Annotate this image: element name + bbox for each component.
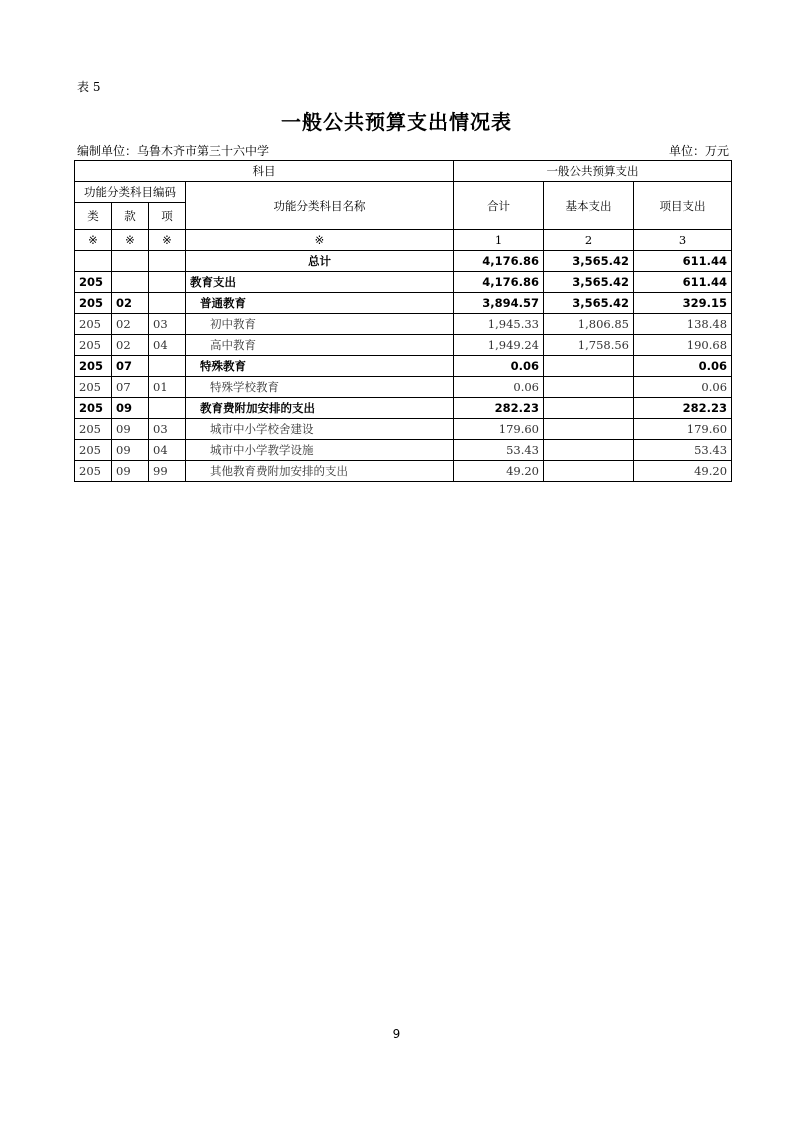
cell-total: 49.20 (454, 461, 544, 482)
cell-name: 教育费附加安排的支出 (186, 398, 454, 419)
cell-kuan (112, 272, 149, 293)
table-label: 表 5 (77, 80, 101, 94)
cell-name: 总计 (186, 251, 454, 272)
cell-total: 4,176.86 (454, 251, 544, 272)
cell-name: 特殊教育 (186, 356, 454, 377)
col-index-3: 3 (634, 230, 732, 251)
header-kuan: 款 (112, 203, 149, 230)
page-title: 一般公共预算支出情况表 (281, 110, 512, 134)
cell-xiang: 99 (149, 461, 186, 482)
table-row (75, 461, 732, 482)
header-total: 合计 (454, 182, 544, 230)
header-subject: 科目 (75, 161, 454, 182)
cell-total: 4,176.86 (454, 272, 544, 293)
compiling-unit: 编制单位：乌鲁木齐市第三十六中学 (77, 144, 270, 158)
cell-project: 49.20 (634, 461, 732, 482)
mark-xiang: ※ (149, 230, 186, 251)
cell-lei: 205 (75, 335, 112, 356)
cell-name: 普通教育 (186, 293, 454, 314)
cell-lei: 205 (75, 419, 112, 440)
cell-project: 138.48 (634, 314, 732, 335)
cell-basic: 3,565.42 (544, 251, 634, 272)
cell-basic (544, 398, 634, 419)
cell-kuan: 09 (112, 419, 149, 440)
cell-lei: 205 (75, 377, 112, 398)
table-row (75, 419, 732, 440)
cell-lei: 205 (75, 272, 112, 293)
currency-unit: 单位：万元 (668, 144, 729, 158)
cell-total: 1,945.33 (454, 314, 544, 335)
cell-kuan: 07 (112, 356, 149, 377)
cell-total: 0.06 (454, 356, 544, 377)
budget-expenditure-table (74, 160, 732, 482)
cell-project: 0.06 (634, 377, 732, 398)
cell-total: 1,949.24 (454, 335, 544, 356)
cell-name: 城市中小学校舍建设 (186, 419, 454, 440)
table-row (75, 335, 732, 356)
table-row (75, 440, 732, 461)
cell-basic (544, 461, 634, 482)
cell-xiang (149, 251, 186, 272)
cell-project: 179.60 (634, 419, 732, 440)
cell-name: 高中教育 (186, 335, 454, 356)
cell-kuan: 09 (112, 398, 149, 419)
cell-total: 282.23 (454, 398, 544, 419)
cell-basic: 3,565.42 (544, 293, 634, 314)
cell-lei (75, 251, 112, 272)
table-row (75, 293, 732, 314)
cell-name: 城市中小学教学设施 (186, 440, 454, 461)
cell-lei: 205 (75, 293, 112, 314)
cell-kuan: 09 (112, 440, 149, 461)
cell-basic: 1,806.85 (544, 314, 634, 335)
cell-kuan: 07 (112, 377, 149, 398)
cell-project: 0.06 (634, 356, 732, 377)
header-name: 功能分类科目名称 (186, 182, 454, 230)
cell-total: 3,894.57 (454, 293, 544, 314)
cell-xiang: 01 (149, 377, 186, 398)
cell-basic (544, 356, 634, 377)
cell-basic: 3,565.42 (544, 272, 634, 293)
cell-kuan (112, 251, 149, 272)
table-row (75, 377, 732, 398)
cell-xiang: 03 (149, 314, 186, 335)
col-index-2: 2 (544, 230, 634, 251)
cell-name: 教育支出 (186, 272, 454, 293)
cell-basic: 1,758.56 (544, 335, 634, 356)
cell-xiang: 04 (149, 335, 186, 356)
cell-xiang (149, 398, 186, 419)
table-body (75, 251, 732, 482)
cell-xiang: 04 (149, 440, 186, 461)
cell-project: 611.44 (634, 251, 732, 272)
cell-total: 53.43 (454, 440, 544, 461)
header-project: 项目支出 (634, 182, 732, 230)
cell-lei: 205 (75, 356, 112, 377)
header-xiang: 项 (149, 203, 186, 230)
table-row (75, 272, 732, 293)
col-index-1: 1 (454, 230, 544, 251)
cell-lei: 205 (75, 440, 112, 461)
cell-total: 0.06 (454, 377, 544, 398)
table-row (75, 251, 732, 272)
cell-project: 190.68 (634, 335, 732, 356)
cell-xiang (149, 356, 186, 377)
cell-basic (544, 440, 634, 461)
cell-project: 329.15 (634, 293, 732, 314)
header-basic: 基本支出 (544, 182, 634, 230)
mark-lei: ※ (75, 230, 112, 251)
table-row (75, 398, 732, 419)
cell-xiang: 03 (149, 419, 186, 440)
cell-project: 282.23 (634, 398, 732, 419)
cell-basic (544, 419, 634, 440)
cell-lei: 205 (75, 314, 112, 335)
cell-total: 179.60 (454, 419, 544, 440)
table-row (75, 314, 732, 335)
header-code-group: 功能分类科目编码 (75, 182, 186, 203)
cell-basic (544, 377, 634, 398)
table-header (75, 161, 732, 251)
table-row (75, 356, 732, 377)
mark-name: ※ (186, 230, 454, 251)
header-lei: 类 (75, 203, 112, 230)
cell-project: 53.43 (634, 440, 732, 461)
page-number: 9 (392, 1027, 401, 1041)
cell-xiang (149, 272, 186, 293)
cell-xiang (149, 293, 186, 314)
cell-name: 初中教育 (186, 314, 454, 335)
cell-project: 611.44 (634, 272, 732, 293)
cell-kuan: 09 (112, 461, 149, 482)
cell-kuan: 02 (112, 335, 149, 356)
cell-name: 其他教育费附加安排的支出 (186, 461, 454, 482)
cell-kuan: 02 (112, 314, 149, 335)
header-budget-group: 一般公共预算支出 (454, 161, 732, 182)
cell-lei: 205 (75, 461, 112, 482)
mark-kuan: ※ (112, 230, 149, 251)
cell-lei: 205 (75, 398, 112, 419)
cell-kuan: 02 (112, 293, 149, 314)
cell-name: 特殊学校教育 (186, 377, 454, 398)
